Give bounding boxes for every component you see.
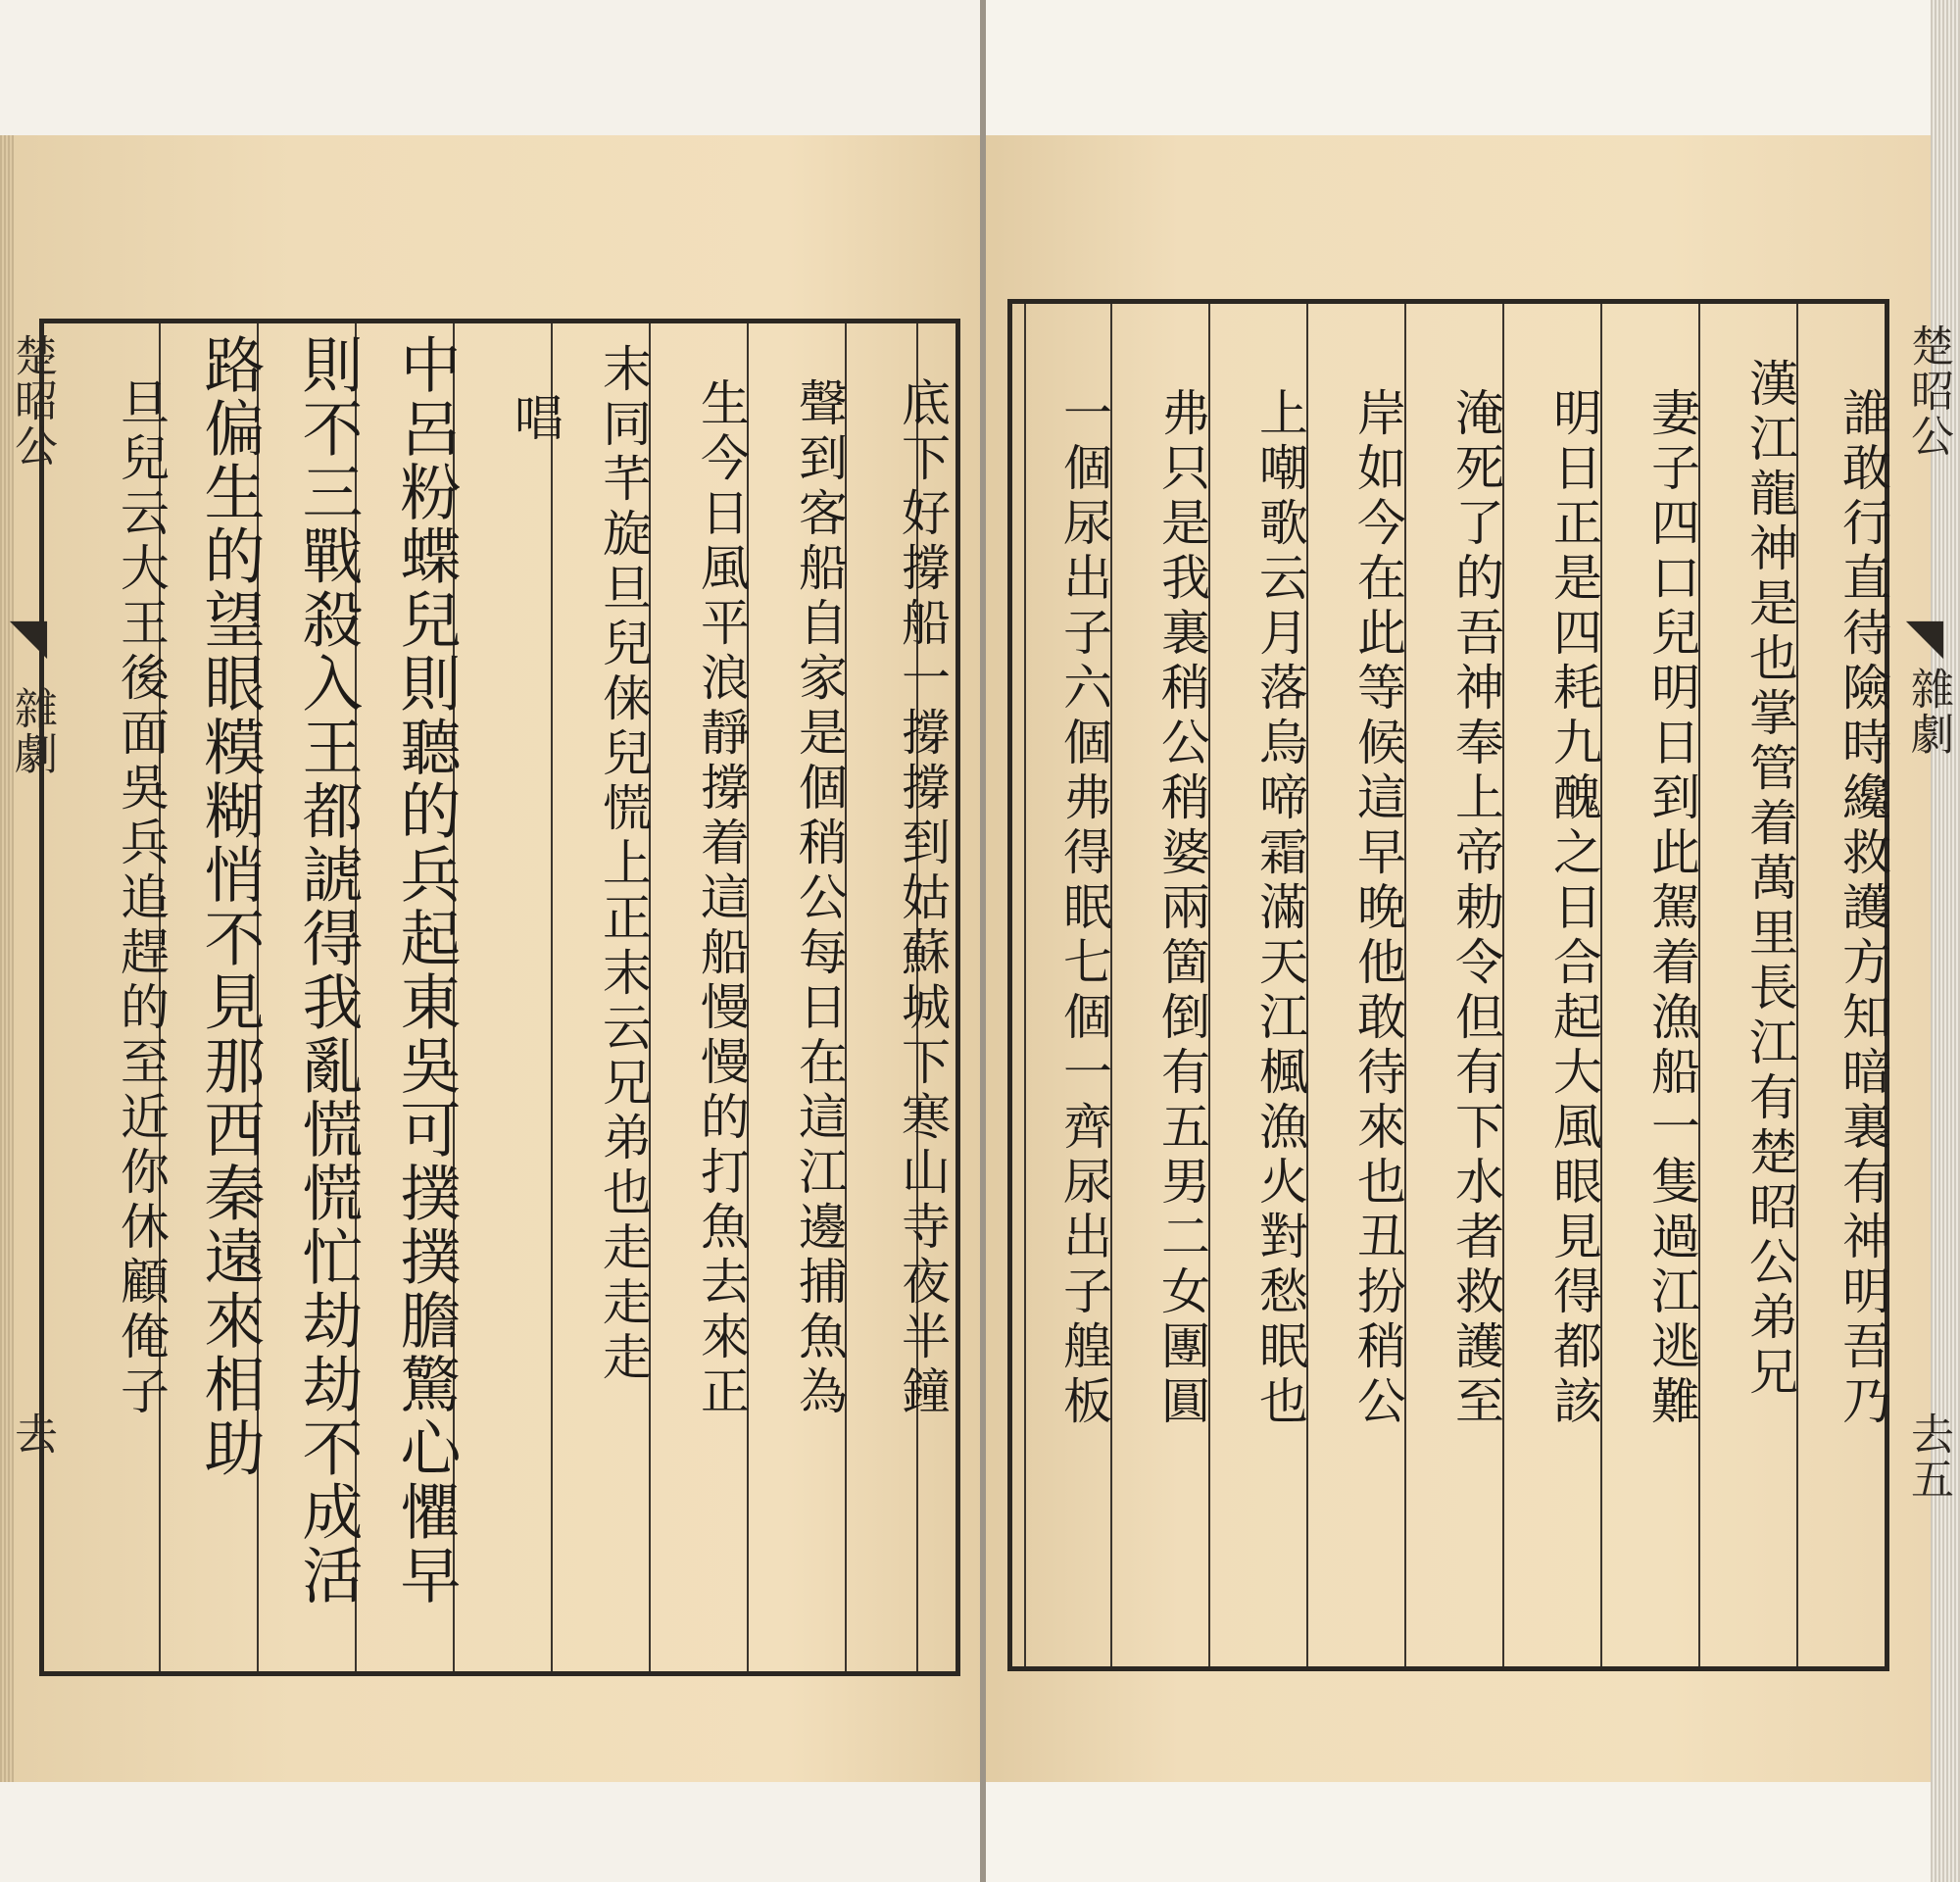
right-page-column-3: 妻子四口兒明日到此駕着漁船一隻過江逃難	[1643, 387, 1700, 1430]
column-rule	[1024, 304, 1026, 1666]
right-page-margin-title: 楚昭公	[1903, 323, 1953, 459]
fish-tail-mark: ◥	[0, 608, 57, 665]
right-page-column-5: 淹死了的吾神奉上帝勅令但有下水者救護至	[1447, 387, 1504, 1430]
left-page-column-8: 路偏生的望眼糢糊悄不見那西秦遠來相助	[194, 333, 266, 1480]
right-page-column-8: 弗只是我裏稍公稍婆兩箇倒有五男二女團圓	[1153, 387, 1210, 1430]
right-page-top-margin	[984, 0, 1960, 135]
left-page-margin-page: 去	[7, 1412, 57, 1457]
left-page-column-3: 生今日風平浪靜撐着這船慢慢的打魚去來正	[693, 377, 750, 1420]
right-page-margin-page: 去五	[1903, 1412, 1953, 1502]
right-page-column-9: 一個尿出子六個弗得眠七個一齊尿出子艎板	[1055, 387, 1112, 1430]
right-page-column-7: 上嘲歌云月落烏啼霜滿天江楓漁火對愁眠也	[1251, 387, 1308, 1430]
left-page-column-1: 底下好撐船一撐撐到姑蘇城下寒山寺夜半鐘	[894, 377, 951, 1420]
right-page-column-4: 明日正是四耗九醜之日合起大風眼見得都該	[1545, 387, 1602, 1430]
left-page-column-6: 中呂粉蝶兒則聽的兵起東吳可撲撲膽驚心懼早	[390, 333, 462, 1608]
left-page-margin-section: 雜劇	[7, 686, 57, 776]
left-page-bottom-margin	[0, 1782, 982, 1882]
right-page-column-6: 岸如今在此等候這早晚他敢待來也丑扮稍公	[1349, 387, 1406, 1430]
right-page-margin-section: 雜劇	[1903, 667, 1953, 757]
fish-tail-mark: ◥	[1896, 608, 1953, 665]
left-page-column-7: 則不三戰殺入王都諕得我亂慌慌忙劫劫不成活	[292, 333, 364, 1608]
right-page-column-2: 漢江龍神是也掌管着萬里長江有楚昭公弟兄	[1741, 358, 1798, 1401]
left-page-column-4: 末同芊旋旦兒俫兒慌上正末云兄弟也走走走	[595, 343, 652, 1386]
book-gutter	[980, 0, 986, 1882]
left-page-column-5: 唱	[507, 392, 564, 447]
left-page-column-9: 旦兒云大王後面吳兵追趕的至近你休顧俺子	[113, 377, 170, 1420]
right-page-bottom-margin	[984, 1782, 1960, 1882]
right-page-edges	[1931, 0, 1960, 1882]
right-page-column-1: 誰敢行直待險時纔救護方知暗裏有神明吾乃	[1835, 387, 1891, 1430]
left-page-top-margin	[0, 0, 982, 135]
left-page-margin-title: 楚昭公	[7, 333, 57, 469]
left-page-column-2: 聲到客船自家是個稍公每日在這江邊捕魚為	[791, 377, 848, 1420]
